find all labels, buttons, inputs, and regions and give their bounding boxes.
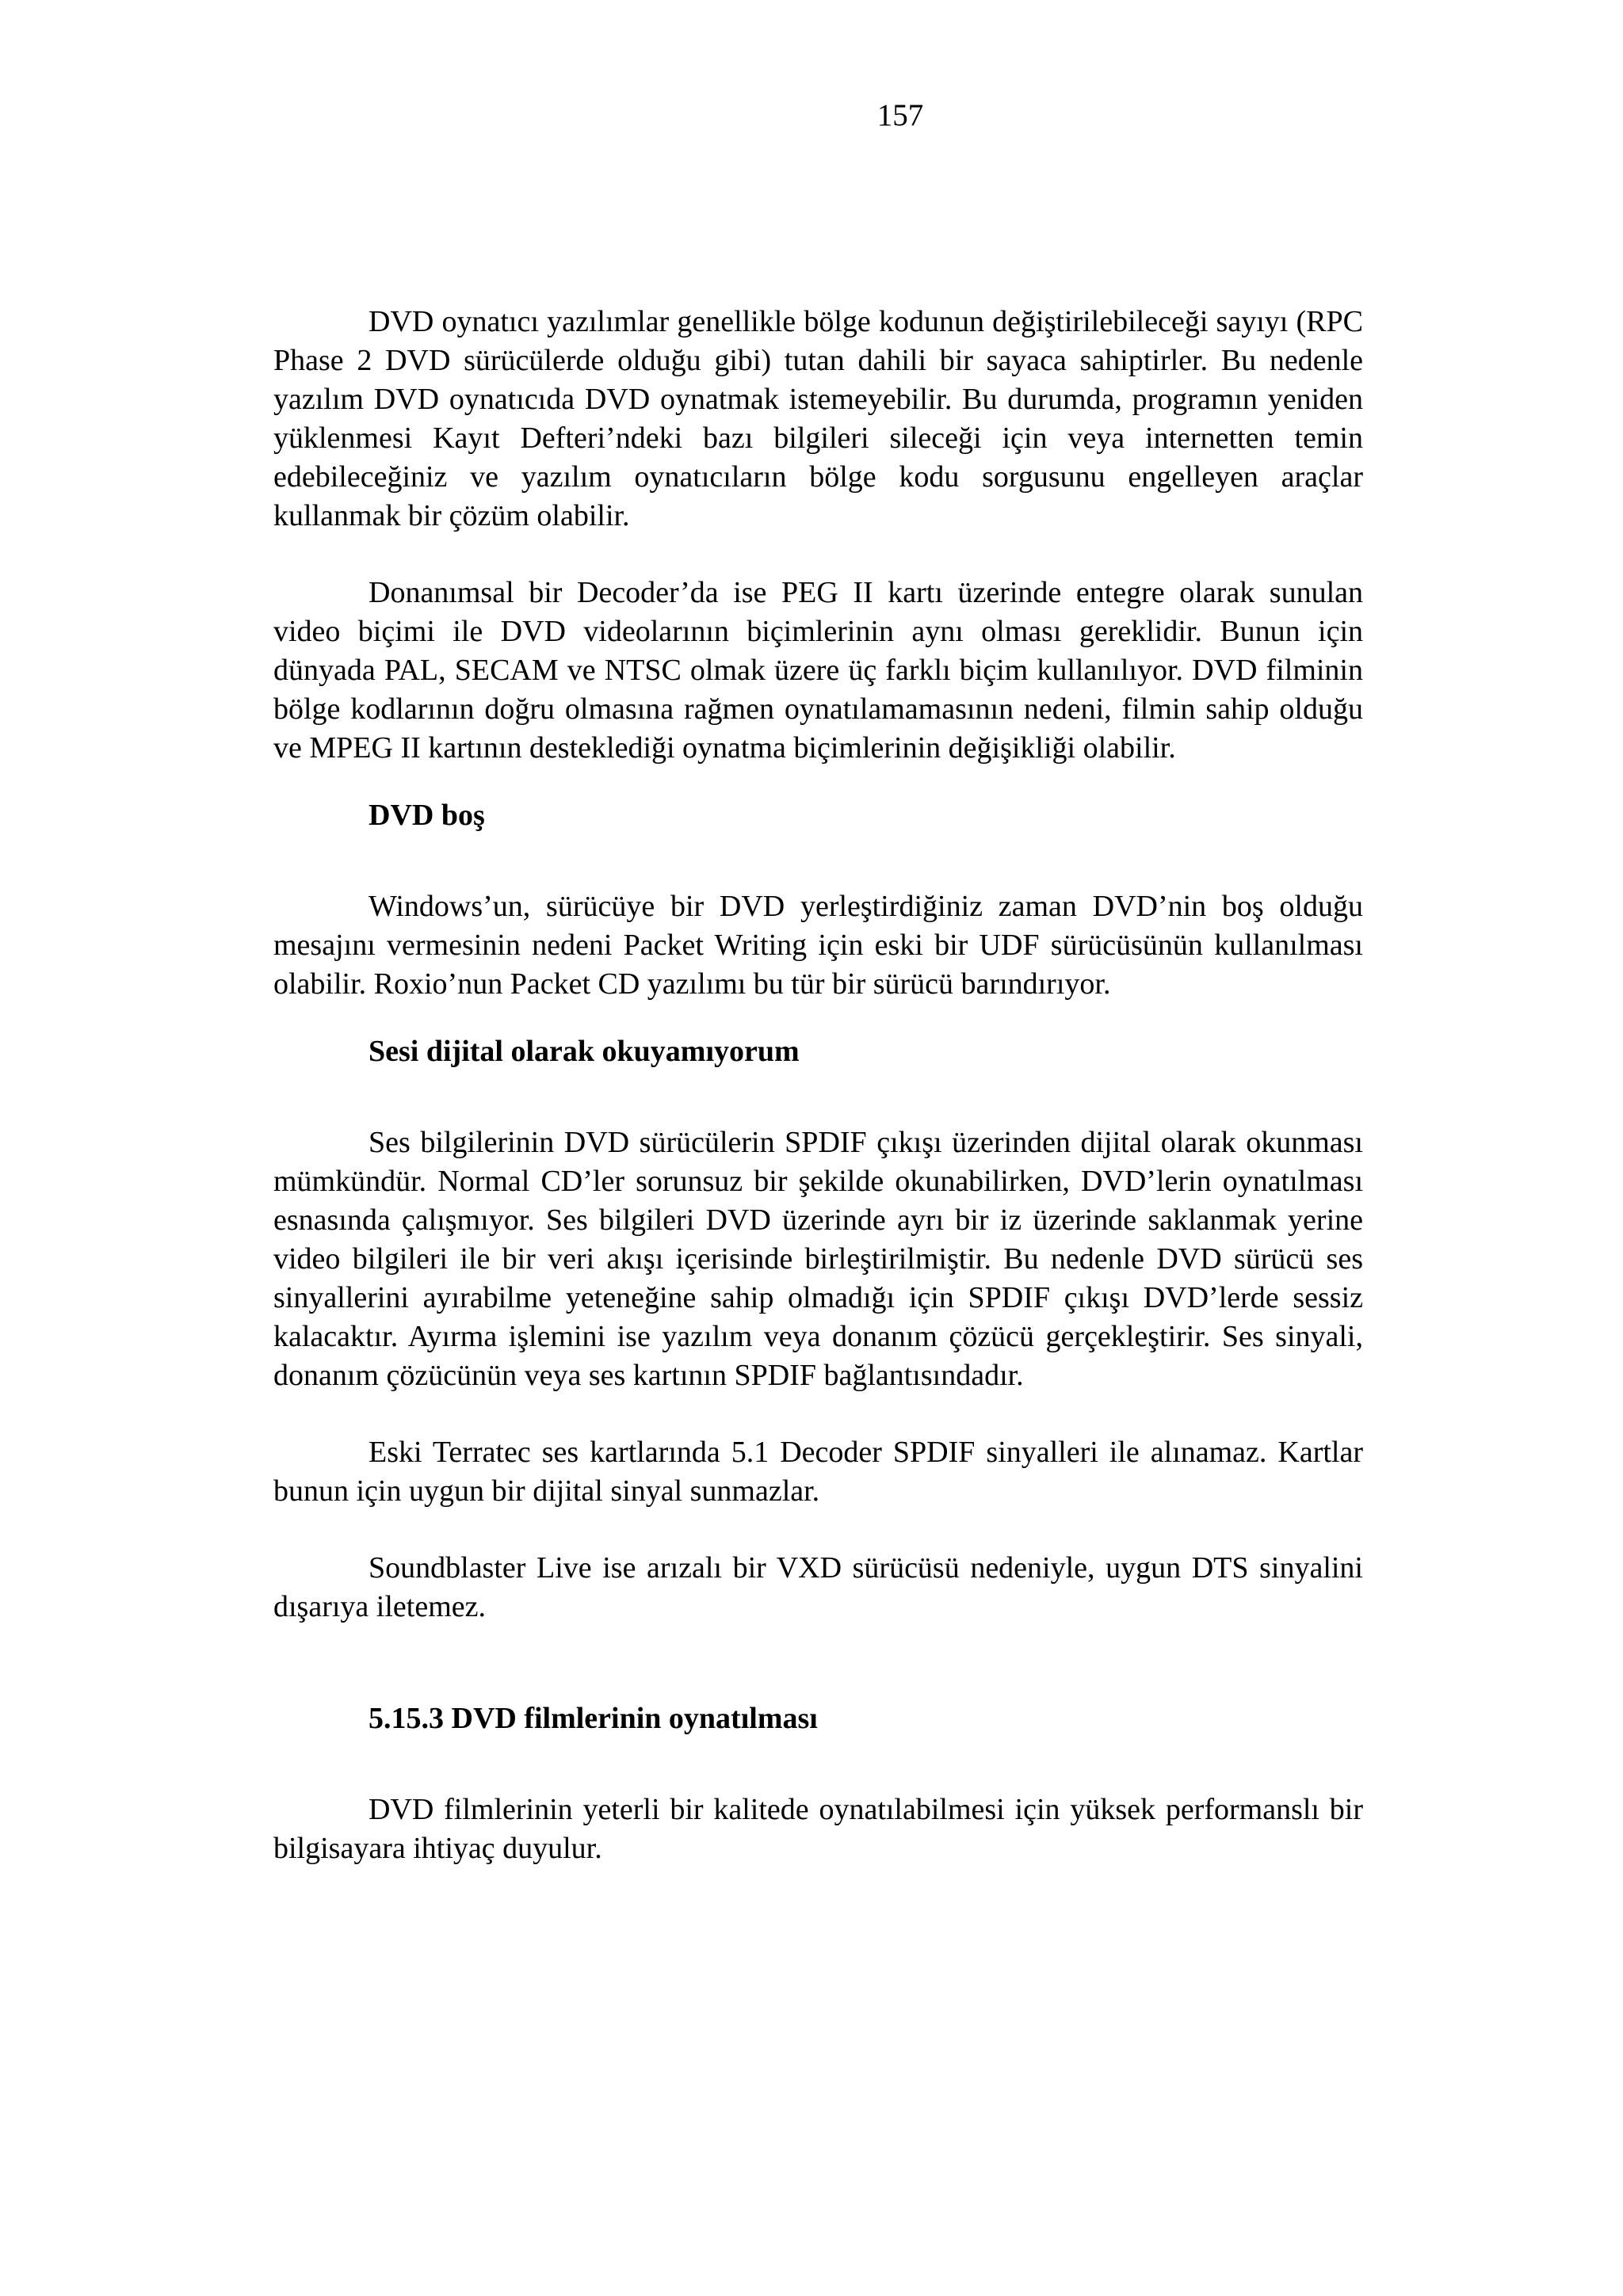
page-number: 157	[876, 98, 924, 132]
paragraph-windows-empty-message: Windows’un, sürücüye bir DVD yerleştirdiğiniz zaman DVD’nin boş olduğu mesajını vermesinin nedeni Packet Writing için eski bir UDF sürücüsünün kullanılması olabilir. Roxio’nun Packet CD yazılımı bu tür bir sürücü barındırıyor.	[273, 890, 1363, 1001]
paragraph-spdif-output: Ses bilgilerinin DVD sürücülerin SPDIF çıkışı üzerinden dijital olarak okunması mümkündür. Normal CD’ler sorunsuz bir şekilde okunabilirken, DVD’lerin oynatılması esnasında çalışmıyor. Ses bilgileri DVD üzerinde ayrı bir iz üzerinde saklanmak yerine video bilgileri ile bir veri akışı içerisinde birleştirilmiştir. Bu nedenle DVD sürücü ses sinyallerini ayırabilme yeteneğine sahip olmadığı için SPDIF çıkışı DVD’lerde sessiz kalacaktır. Ayırma işlemini ise yazılım veya donanım çözücü gerçekleştirir. Ses sinyali, donanım çözücünün veya ses kartının SPDIF bağlantısındadır.	[273, 1126, 1363, 1392]
heading-digital-audio: Sesi dijital olarak okuyamıyorum	[369, 1035, 800, 1068]
paragraph-region-code: DVD oynatıcı yazılımlar genellikle bölge kodunun değiştirilebileceği sayıyı (RPC Phase 2 DVD sürücülerde olduğu gibi) tutan dahili bir sayaca sahiptirler. Bu nedenle yazılım DVD oynatıcıda DVD oynatmak istemeyebilir. Bu durumda, programın yeniden yüklenmesi Kayıt Defteri’ndeki bazı bilgileri sileceği için veya internetten temin edebileceğiniz ve yazılım oynatıcıların bölge kodu sorgusunu engelleyen araçlar kullanmak bir çözüm olabilir.	[273, 305, 1363, 532]
paragraph-soundblaster: Soundblaster Live ise arızalı bir VXD sürücüsü nedeniyle, uygun DTS sinyalini dışarıya iletemez.	[273, 1551, 1363, 1623]
paragraph-terratec: Eski Terratec ses kartlarında 5.1 Decoder SPDIF sinyalleri ile alınamaz. Kartlar bunun için uygun bir dijital sinyal sunmazlar.	[273, 1436, 1363, 1508]
paragraph-performance: DVD filmlerinin yeterli bir kalitede oynatılabilmesi için yüksek performanslı bir bilgisayara ihtiyaç duyulur.	[273, 1793, 1363, 1865]
heading-dvd-empty: DVD boş	[369, 799, 485, 832]
page-body	[273, 303, 1363, 1868]
paragraph-hardware-decoder: Donanımsal bir Decoder’da ise PEG II kartı üzerinde entegre olarak sunulan video biçimi ile DVD videolarının biçimlerinin aynı olması gereklidir. Bunun için dünyada PAL, SECAM ve NTSC olmak üzere üç farklı biçim kullanılıyor. DVD filminin bölge kodlarının doğru olmasına rağmen oynatılamamasının nedeni, filmin sahip olduğu ve MPEG II kartının desteklediği oynatma biçimlerinin değişikliği olabilir.	[273, 576, 1363, 765]
heading-section-5-15-3: 5.15.3 DVD filmlerinin oynatılması	[369, 1702, 818, 1735]
